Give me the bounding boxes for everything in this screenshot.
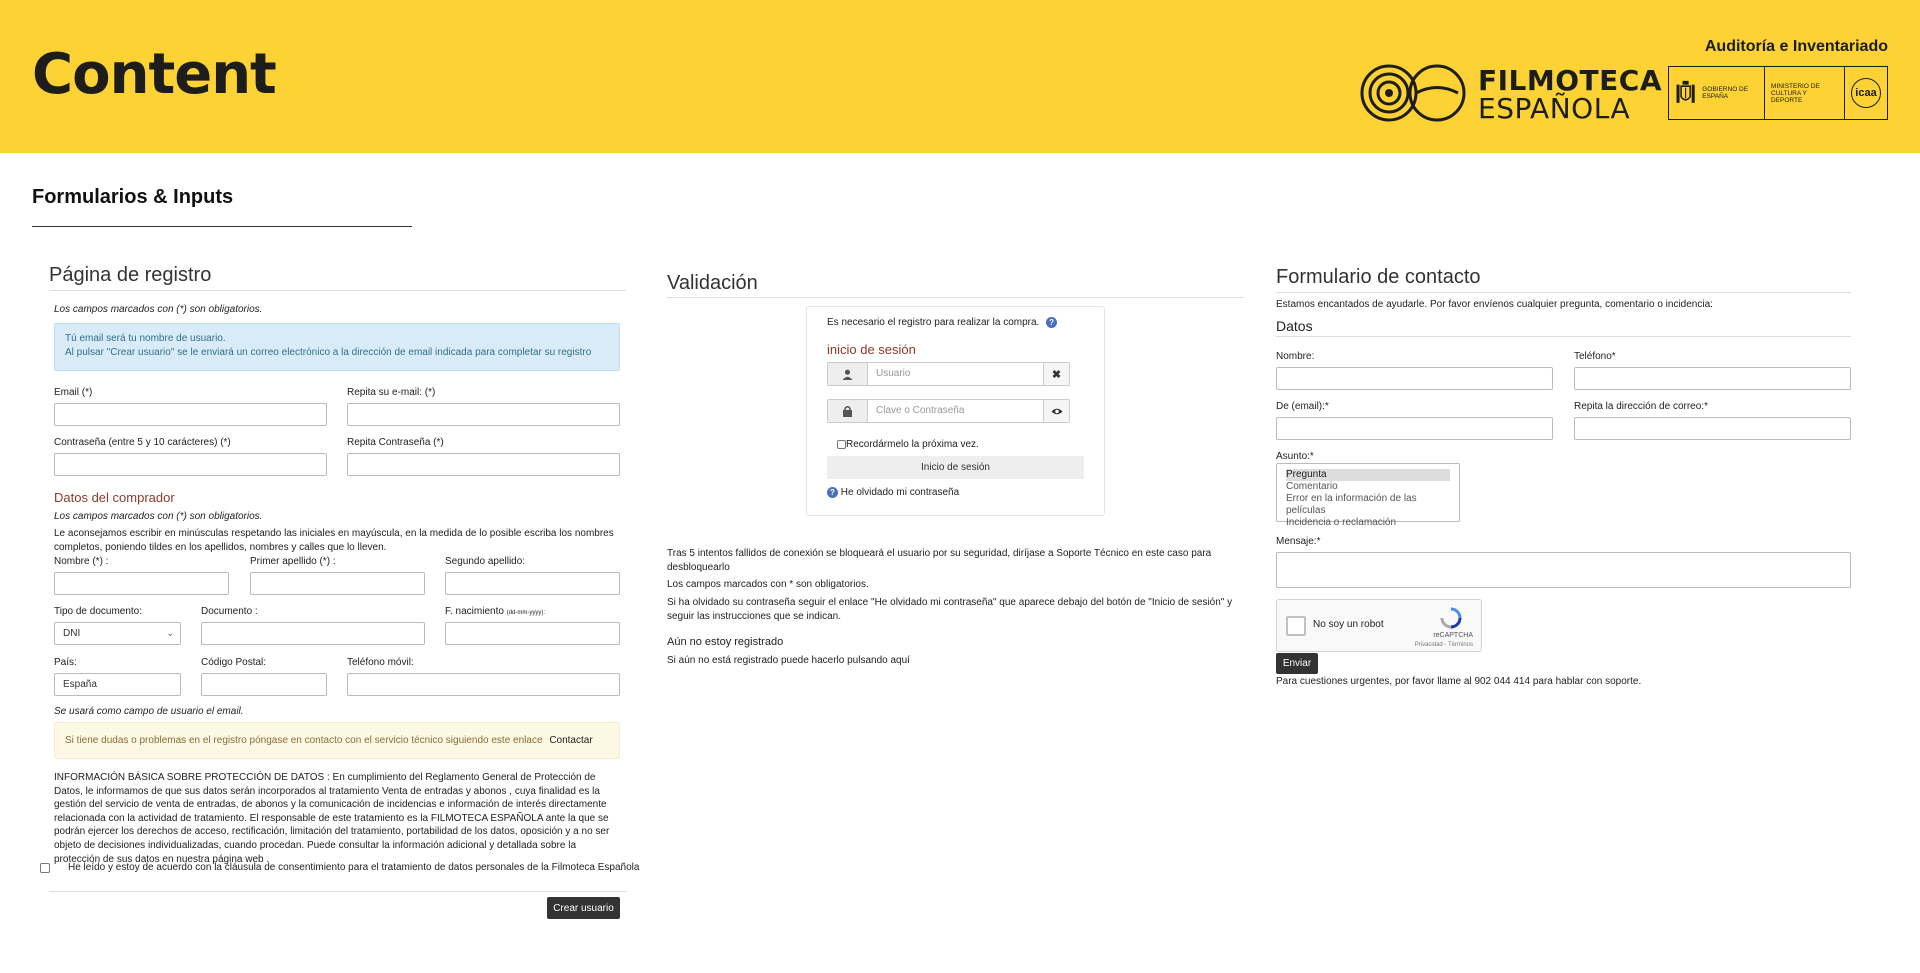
contacto-telefono-input[interactable] [1574, 367, 1851, 390]
asunto-option[interactable]: Comentario [1286, 481, 1338, 492]
filmoteca-logo[interactable] [1358, 62, 1662, 125]
logo-text-line1: FILMOTECA [1478, 64, 1662, 97]
mensaje-textarea[interactable] [1276, 552, 1851, 588]
contacto-nombre-input[interactable] [1276, 367, 1553, 390]
contacto-telefono-label: Teléfono* [1574, 351, 1616, 362]
password-input[interactable]: Clave o Contraseña [876, 405, 965, 416]
header-subtitle: Auditoría e Inventariado [1704, 38, 1888, 55]
tipo-doc-value: DNI [63, 628, 81, 639]
nacimiento-label-wrap [445, 606, 545, 617]
asunto-option[interactable]: Incidencia o reclamación [1286, 517, 1397, 528]
password-repeat-label: Repita Contraseña (*) [347, 437, 444, 448]
email-label: Email (*) [54, 387, 93, 398]
asunto-option[interactable]: Pregunta [1286, 469, 1450, 481]
validacion-divider [667, 297, 1244, 298]
register-note: Es necesario el registro para realizar la compra. [827, 317, 1040, 328]
apellido2-input[interactable] [445, 572, 620, 595]
phone-note: Para cuestiones urgentes, por favor llame al 902 044 414 para hablar con soporte. [1276, 676, 1642, 687]
asunto-listbox[interactable] [1276, 463, 1460, 528]
contacto-title: Formulario de contacto [1276, 266, 1481, 288]
cp-label: Código Postal: [201, 657, 267, 668]
user-input-group[interactable] [827, 362, 1070, 386]
forgot-note: Si ha olvidado su contraseña seguir el enlace "He olvidado mi contraseña" que aparece debajo del botón de "Inicio de sesión" y seguir las instrucciones que se indican. [667, 597, 1233, 622]
buyer-advice: Le aconsejamos escribir en minúsculas respetando las iniciales en mayúscula, en la medida de lo posible escriba los nombres completos, poniendo tildes en los apellidos, nombres y calles que lo lleven. [54, 528, 614, 553]
contacto-email-label: De (email):* [1276, 401, 1329, 412]
nacimiento-hint: (dd-mm-yyyy): [506, 610, 546, 616]
pais-input[interactable]: España [54, 673, 181, 696]
login-heading: inicio de sesión [827, 342, 916, 357]
nombre-label: Nombre (*) : [54, 556, 109, 567]
tipo-doc-label: Tipo de documento: [54, 606, 143, 617]
recaptcha-label: No soy un robot [1313, 619, 1384, 630]
recaptcha-brand: reCAPTCHA [1433, 632, 1473, 639]
movil-label: Teléfono móvil: [347, 657, 414, 668]
user-input[interactable]: Usuario [876, 368, 911, 379]
crear-usuario-button[interactable]: Crear usuario [547, 897, 620, 919]
forgot-link-wrap[interactable] [827, 486, 959, 500]
government-logo[interactable] [1668, 66, 1888, 120]
lock-icon [828, 400, 868, 422]
page-header [0, 0, 1920, 153]
datos-heading: Datos [1276, 318, 1313, 334]
apellido1-input[interactable] [250, 572, 425, 595]
email-repeat-label: Repita su e-mail: (*) [347, 387, 436, 398]
email-user-note: Se usará como campo de usuario el email. [54, 706, 244, 717]
gobierno-label: GOBIERNO DE ESPAÑA [1702, 86, 1749, 100]
enviar-button[interactable]: Enviar [1276, 653, 1318, 674]
page-title: Content [32, 42, 276, 107]
registro-title: Página de registro [49, 264, 212, 286]
email-repeat-input[interactable] [347, 403, 620, 426]
not-registered-heading: Aún no estoy registrado [667, 636, 784, 648]
registro-required-note: Los campos marcados con (*) son obligatorios. [54, 304, 263, 315]
user-icon [828, 363, 868, 385]
ministerio-label: MINISTERIO DE CULTURA Y DEPORTE [1771, 82, 1820, 104]
login-button[interactable]: Inicio de sesión [827, 456, 1084, 479]
nacimiento-input[interactable] [445, 622, 620, 645]
contacto-email-repeat-input[interactable] [1574, 417, 1851, 440]
icaa-cell [1845, 67, 1887, 119]
help-icon: ? [827, 487, 838, 498]
coat-of-arms-icon [1675, 76, 1696, 110]
recaptcha-icon [1439, 606, 1463, 630]
validacion-required-note: Los campos marcados con * son obligatorios. [667, 579, 869, 590]
ministerio-cell [1765, 67, 1845, 119]
contacto-email-input[interactable] [1276, 417, 1553, 440]
nacimiento-label: F. nacimiento [445, 606, 504, 617]
cp-input[interactable] [201, 673, 327, 696]
consent-label: He leído y estoy de acuerdo con la cláusula de consentimiento para el tratamiento de datos personales de la Filmoteca Española [68, 862, 640, 873]
apellido1-label: Primer apellido (*) : [250, 556, 336, 567]
password-input-group[interactable] [827, 399, 1070, 423]
warn-text: Si tiene dudas o problemas en el registro póngase en contacto con el servicio técnico siguiendo este enlace [65, 735, 543, 746]
forgot-link[interactable]: He olvidado mi contraseña [840, 487, 960, 498]
not-registered-link[interactable]: Si aún no está registrado puede hacerlo pulsando aquí [667, 655, 910, 666]
movil-input[interactable] [347, 673, 620, 696]
buyer-required-note: Los campos marcados con (*) son obligatorios. [54, 511, 263, 522]
recaptcha-widget [1276, 599, 1482, 652]
documento-input[interactable] [201, 622, 425, 645]
validacion-title: Validación [667, 272, 758, 294]
registro-divider [49, 290, 626, 291]
email-input[interactable] [54, 403, 327, 426]
section-title: Formularios & Inputs [32, 186, 234, 208]
tipo-doc-select[interactable] [54, 622, 181, 645]
remember-label: Recordármelo la próxima vez. [846, 439, 979, 450]
gobierno-cell [1669, 67, 1765, 119]
chevron-down-icon: ⌄ [166, 628, 174, 638]
help-icon[interactable]: ? [1046, 317, 1057, 328]
contacto-divider [1276, 292, 1851, 293]
logo-text-line2: ESPAÑOLA [1478, 92, 1631, 125]
pais-label: País: [54, 657, 77, 668]
documento-label: Documento : [201, 606, 258, 617]
recaptcha-checkbox[interactable] [1286, 616, 1306, 636]
nombre-input[interactable] [54, 572, 229, 595]
password-repeat-input[interactable] [347, 453, 620, 476]
datos-divider [1276, 336, 1851, 337]
buyer-heading: Datos del comprador [54, 490, 175, 505]
registro-footer-divider [49, 891, 626, 892]
asunto-label: Asunto:* [1276, 451, 1314, 462]
password-label: Contraseña (entre 5 y 10 carácteres) (*) [54, 437, 231, 448]
mensaje-label: Mensaje:* [1276, 536, 1321, 547]
icaa-logo: icaa [1851, 78, 1881, 108]
consent-checkbox[interactable] [40, 863, 50, 873]
privacy-text: INFORMACIÓN BÁSICA SOBRE PROTECCIÓN DE DATOS : En cumplimiento del Reglamento General de Protección de Datos, le informamos de que sus datos serán incorporados al tratamiento Venta de entradas y abonos , cuya finalidad es la gestión del servicio de venta de entradas, de abonos y la comunicación de incidencias e información de interés directamente relacionada con la actividad de tratamiento. El responsable de este tratamiento es la FILMOTECA ESPAÑOLA ante la que se podrán ejercer los derechos de acceso, rectificación, limitación del tratamiento, portabilidad de los datos, oposición y a no ser objeto de decisiones individualizadas, cuando procedan. Puede consultar la información adicional y detallada sobre la protección de sus datos en nuestra página web . [54, 772, 610, 865]
contacto-email-repeat-label: Repita la dirección de correo:* [1574, 401, 1708, 412]
contactar-link[interactable]: Contactar [549, 735, 593, 746]
contacto-nombre-label: Nombre: [1276, 351, 1315, 362]
apellido2-label: Segundo apellido: [445, 556, 526, 567]
lock-note: Tras 5 intentos fallidos de conexión se bloqueará el usuario por su seguridad, diríjase a Soporte Técnico en este caso para desbloquearlo [667, 548, 1212, 573]
section-divider [32, 226, 412, 227]
clear-icon[interactable]: ✖ [1043, 363, 1069, 385]
eye-icon[interactable] [1043, 400, 1069, 422]
registro-info-alert [54, 323, 620, 371]
register-note-wrap [827, 316, 1057, 330]
contacto-intro: Estamos encantados de ayudarle. Por favor envíenos cualquier pregunta, comentario o incidencia: [1276, 299, 1713, 310]
registro-warning-alert [54, 722, 620, 759]
info-line-1: Tú email será tu nombre de usuario. [65, 333, 226, 344]
remember-checkbox[interactable] [837, 440, 846, 449]
asunto-option[interactable]: Error en la información de las películas [1286, 493, 1417, 516]
recaptcha-links[interactable]: Privacidad - Términos [1414, 642, 1473, 648]
info-line-2: Al pulsar "Crear usuario" se le enviará un correo electrónico a la dirección de email indicada para completar su registro [65, 347, 592, 358]
password-input[interactable] [54, 453, 327, 476]
filmoteca-logo-icon [1358, 62, 1470, 124]
